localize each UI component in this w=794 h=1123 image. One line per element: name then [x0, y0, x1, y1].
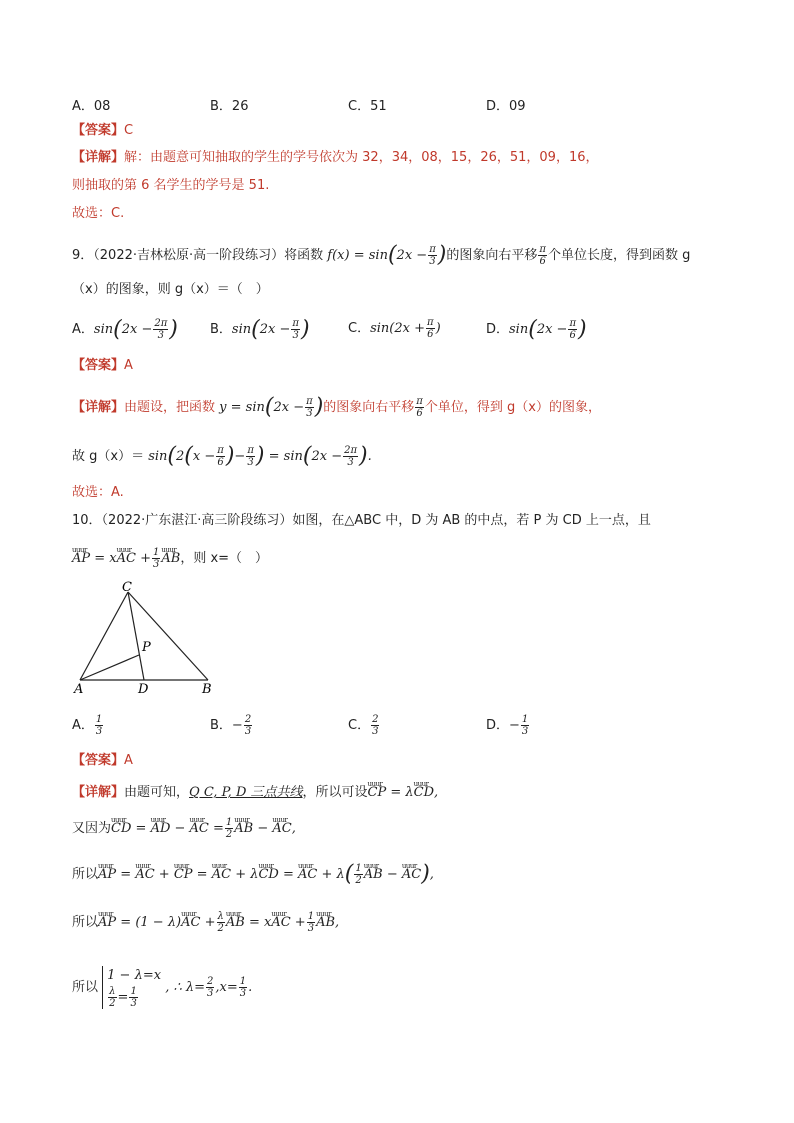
- detail-text: 所以: [72, 915, 99, 930]
- q9-text-b: 的图象向右平移: [446, 248, 538, 263]
- label-b: B: [202, 682, 212, 697]
- detail-label: 【详解】: [72, 150, 125, 165]
- q10-stem-2: [72, 546, 268, 570]
- q8-option-b: B．26: [210, 99, 249, 114]
- q10-detail-4: [72, 910, 339, 934]
- label-p: P: [142, 640, 151, 655]
- detail-text-c: 个单位，得到 g（x）的图象，: [424, 400, 601, 415]
- option-letter: D．: [486, 718, 510, 733]
- detail-text-c: ，所以可设: [302, 785, 368, 800]
- q9-detail-1: [72, 396, 601, 419]
- q8-detail-1: [72, 149, 598, 167]
- option-letter: C．: [348, 718, 371, 733]
- option-letter: D．: [486, 322, 510, 337]
- answer-label: 【答案】: [72, 358, 125, 373]
- q10-detail-1: [72, 780, 438, 802]
- detail-text: 又因为: [72, 821, 112, 836]
- question-source: （2022·广东湛江·高三阶段练习）: [101, 513, 293, 528]
- q10-stem: [72, 512, 651, 530]
- label-c: C: [122, 580, 132, 595]
- option-letter: A．: [72, 322, 94, 337]
- answer-label: 【答案】: [72, 123, 125, 138]
- answer-value: A: [124, 753, 133, 768]
- q10-option-b: B．− $\frac{2}{3}$: [210, 714, 252, 737]
- q10-result: , ∴ λ= $\frac{2}{3}$ ,x= $\frac{1}{3}$ .: [165, 976, 253, 999]
- q8-conclusion: 故选：C.: [72, 206, 125, 221]
- answer-value: A: [124, 358, 133, 373]
- q9-stem-2: （x）的图象，则 g（x）＝（ ）: [72, 282, 269, 297]
- q10-option-c: C． $\frac{2}{3}$: [348, 714, 379, 737]
- option-letter: C．: [348, 321, 371, 336]
- q9-detail-2: [72, 445, 372, 468]
- option-letter: B．: [210, 718, 232, 733]
- q10-detail-3: [72, 862, 434, 886]
- q9-detail-function: y = sin(2x − $\frac{\pi}{3}$ ): [219, 394, 324, 420]
- q10-answer: [72, 752, 133, 770]
- q9-option-b: B．sin(2x − $\frac{\pi}{3}$ ): [210, 317, 310, 342]
- q8-answer: [72, 122, 133, 140]
- q9-detail-result: sin(2(x − $\frac{\pi}{6}$ )− $\frac{\pi}{3}$ ) = sin(2x − $\frac{2\pi}{3}$ ).: [148, 443, 372, 469]
- question-number: 10．: [72, 513, 102, 528]
- detail-label: 【详解】: [72, 785, 125, 800]
- q9-stem: [72, 244, 690, 267]
- q10-option-a: A． $\frac{1}{3}$: [72, 714, 103, 737]
- q10-option-d: D．− $\frac{1}{3}$: [486, 714, 529, 737]
- q9-function-f: f(x) = sin(2x − $\frac{\pi}{3}$ ): [327, 242, 447, 268]
- detail-label: 【详解】: [72, 400, 125, 415]
- q9-answer: [72, 357, 133, 375]
- q10-cd-eq: uuur CD = uuur AD − uuur AC = $\frac{1}{2}$ uuur AB − uuur AC,: [111, 821, 296, 836]
- q9-option-a: A．sin(2x − $\frac{2\pi}{3}$ ): [72, 317, 178, 342]
- q9-detail-shift: $\frac{\pi}{6}$: [416, 396, 423, 419]
- segment-cd: [128, 592, 144, 680]
- q10-text-end: ，则 x=（ ）: [180, 551, 269, 566]
- q10-cp-eq: uuur CP = λuuur CD,: [368, 785, 439, 800]
- q9-shift: $\frac{\pi}{6}$: [539, 244, 546, 267]
- q9-text-a: 将函数: [284, 248, 324, 263]
- q9-option-d: D．sin(2x − $\frac{\pi}{6}$ ): [486, 317, 587, 342]
- detail-text-d: 故 g（x）＝: [72, 449, 145, 464]
- answer-value: C: [124, 123, 134, 138]
- q8-option-c: C．51: [348, 99, 387, 114]
- collinear-text: Q C, P, D 三点共线: [189, 785, 303, 800]
- side-cb: [128, 592, 208, 680]
- q9-text-c: 个单位长度，得到函数 g: [547, 248, 691, 263]
- answer-label: 【答案】: [72, 753, 125, 768]
- q10-detail-5: [72, 966, 252, 1009]
- q9-conclusion: 故选：A.: [72, 485, 124, 500]
- label-d: D: [138, 682, 149, 697]
- label-a: A: [74, 682, 84, 697]
- question-number: 9．: [72, 248, 94, 263]
- question-source: （2022·吉林松原·高一阶段练习）: [93, 248, 285, 263]
- q10-ap-expand: uuur AP = uuur AC + uuur CP = uuur AC + λuuur CD = uuur AC + λ( $\frac{1}{2}$ uuur AB − uuur AC),: [98, 867, 434, 882]
- detail-text: 解：由题意可知抽取的学生的学号依次为 32，34，08，15，26，51，09，16，: [124, 150, 599, 165]
- detail-text: 所以: [72, 980, 99, 995]
- q10-ap-coeff: uuur AP = (1 − λ)uuur AC + $\frac{\lambda}{2}$ uuur AB = xuuur AC + $\frac{1}{3}$ uuur AB,: [98, 915, 339, 930]
- detail-text: 所以: [72, 867, 99, 882]
- q10-detail-2: [72, 816, 296, 840]
- option-letter: B．: [210, 322, 232, 337]
- side-ac: [80, 592, 128, 680]
- detail-text: 由题可知，: [124, 785, 190, 800]
- option-letter: A．: [72, 718, 94, 733]
- q9-option-c: C．sin(2x + $\frac{\pi}{6}$ ): [348, 317, 441, 340]
- q10-text-a: 如图，在△ABC 中，D 为 AB 的中点，若 P 为 CD 上一点，且: [292, 513, 651, 528]
- segment-ap: [80, 655, 139, 680]
- triangle-figure: [70, 580, 220, 700]
- q8-option-a: A．08: [72, 99, 111, 114]
- detail-text-b: 的图象向右平移: [323, 400, 415, 415]
- q10-vector-equation: uuur AP = xuuur AC + $\frac{1}{3}$ uuur AB: [72, 551, 180, 566]
- q8-detail-2: 则抽取的第 6 名学生的学号是 51.: [72, 178, 270, 193]
- detail-text: 由题设，把函数: [124, 400, 216, 415]
- q8-option-d: D．09: [486, 99, 526, 114]
- q10-system: 1 − λ=x $\frac{\lambda}{2}$ = $\frac{1}{3}$: [102, 966, 161, 1009]
